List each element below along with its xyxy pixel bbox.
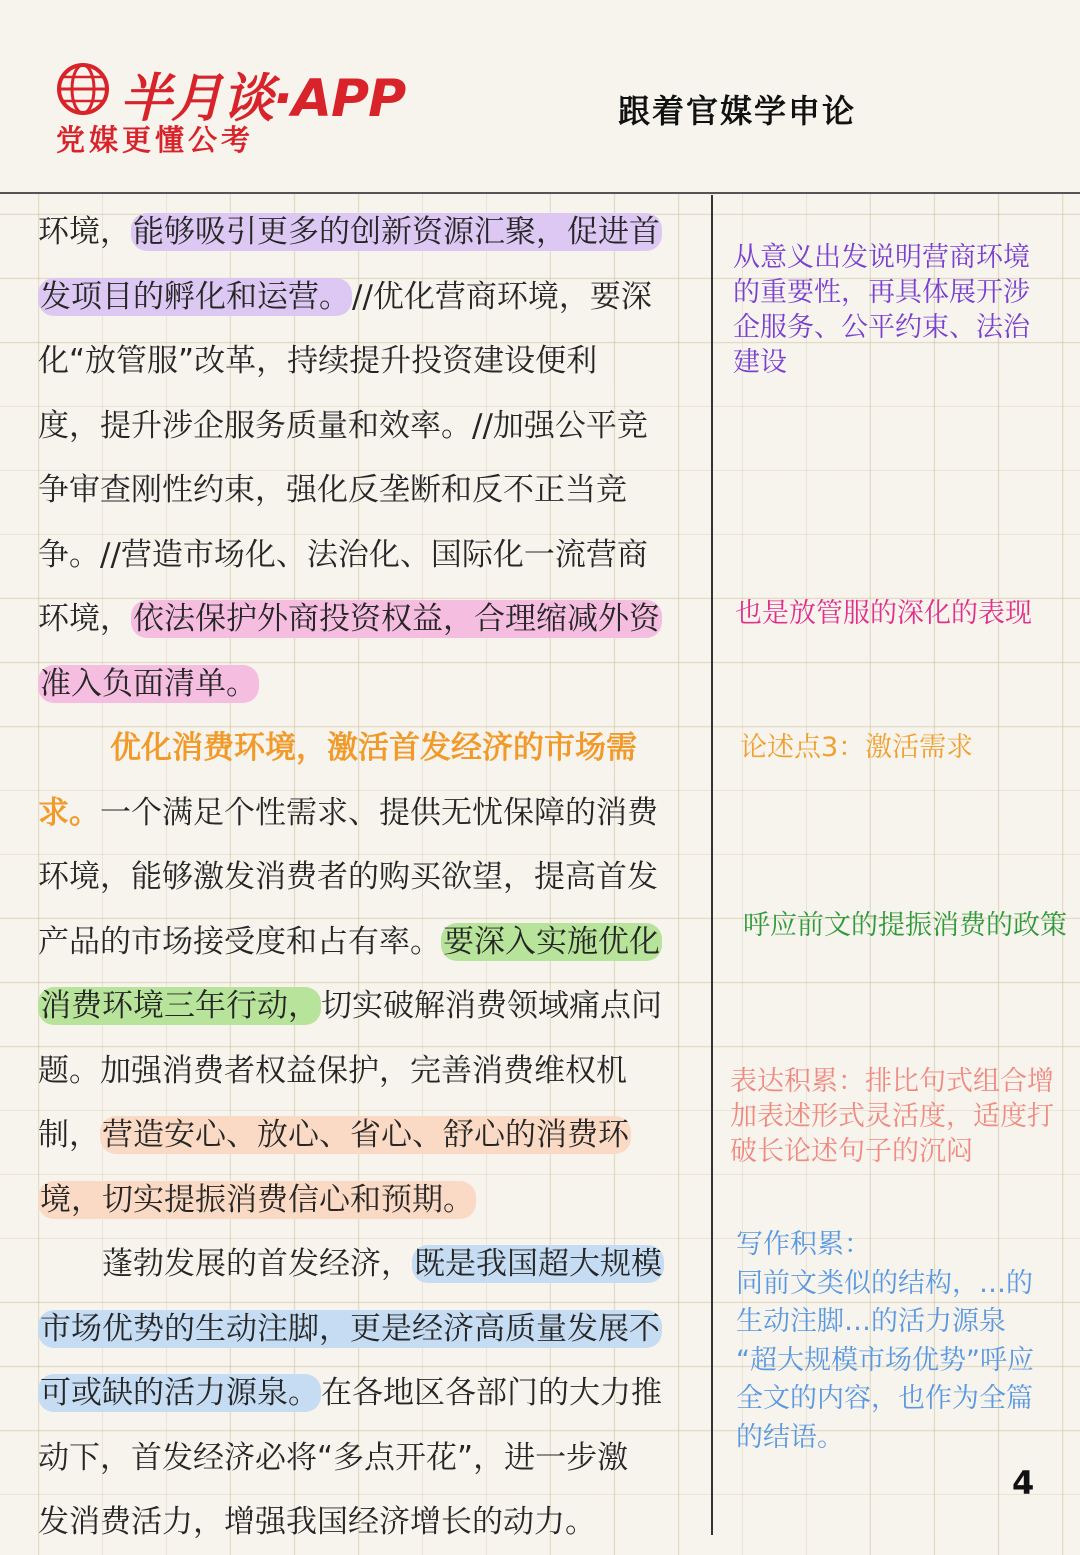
highlight-pink: 依法保护外商投资权益，合理缩减外资: [133, 601, 660, 637]
column-divider: [711, 195, 713, 1535]
page-number: 4: [1012, 1464, 1035, 1502]
margin-note-reform: 也是放管服的深化的表现: [735, 598, 1032, 629]
margin-note-policy: 呼应前文的提振消费的政策: [743, 910, 1067, 941]
text-line: 产品的市场接受度和占有率。要深入实施优化: [38, 923, 660, 960]
highlight-blue: 可或缺的活力源泉。: [40, 1375, 319, 1411]
section-heading-end: 求。: [38, 794, 100, 831]
text-line: 争。//营造市场化、法治化、国际化一流营商: [38, 536, 648, 573]
highlight-blue: 既是我国超大规模: [414, 1246, 662, 1282]
note-line: 同前文类似的结构，…的生动注脚…的活力源泉: [736, 1267, 1033, 1337]
app-slogan: 党媒更懂公考: [56, 123, 255, 157]
text-line: 环境，依法保护外商投资权益，合理缩减外资: [38, 601, 660, 637]
text-line: 发消费活力，增强我国经济增长的动力。: [38, 1504, 596, 1540]
note-line: 写作积累：: [736, 1229, 871, 1260]
text-line: 环境，能够吸引更多的创新资源汇聚，促进首: [38, 214, 660, 250]
margin-note-expression: 表达积累：排比句式组合增加表述形式灵活度，适度打破长论述句子的沉闷: [730, 1066, 1054, 1167]
page-title: 跟着官媒学申论: [618, 92, 857, 130]
text-line: 可或缺的活力源泉。在各地区各部门的大力推: [40, 1375, 662, 1411]
text-line: 题。加强消费者权益保护，完善消费维权机: [38, 1052, 627, 1089]
highlight-peach: 营造安心、放心、省心、舒心的消费环: [102, 1117, 629, 1153]
highlight-purple: 发项目的孵化和运营。: [40, 278, 350, 315]
article-body: [38, 200, 704, 1555]
margin-note-business-environment: 从意义出发说明营商环境的重要性，再具体展开涉企服务、公平约束、法治建设: [733, 242, 1030, 378]
page-header: [0, 0, 1080, 194]
globe-logo-icon: [56, 62, 110, 116]
text-line: 化“放管服”改革，持续提升投资建设便利: [38, 343, 598, 379]
text-line: 求。一个满足个性需求、提供无忧保障的消费: [38, 794, 658, 831]
margin-note-writing: [736, 1226, 1056, 1457]
highlight-purple: 能够吸引更多的创新资源汇聚，促进首: [133, 214, 660, 250]
highlight-pink: 准入负面清单。: [40, 665, 257, 702]
text-line: 制，营造安心、放心、省心、舒心的消费环: [38, 1117, 629, 1153]
text-line: 发项目的孵化和运营。//优化营商环境，要深: [40, 278, 652, 315]
section-heading: 优化消费环境，激活首发经济的市场需: [110, 730, 637, 766]
text-line: 环境，能够激发消费者的购买欲望，提高首发: [38, 859, 658, 895]
margin-note-point-3: 论述点3：激活需求: [740, 732, 974, 763]
text-line: 蓬勃发展的首发经济，既是我国超大规模: [102, 1246, 662, 1282]
text-line: 度，提升涉企服务质量和效率。//加强公平竞: [38, 407, 648, 444]
highlight-peach: 境，切实提振消费信心和预期。: [40, 1181, 474, 1218]
text-line: [38, 1168, 704, 1233]
text-line: 动下，首发经济必将“多点开花”，进一步激: [38, 1439, 629, 1476]
text-line: [38, 652, 704, 717]
text-line: [38, 1297, 704, 1362]
note-line: “超大规模市场优势”呼应全文的内容，也作为全篇的结语。: [736, 1344, 1034, 1453]
highlight-blue: 市场优势的生动注脚，更是经济高质量发展不: [40, 1310, 660, 1347]
app-logo-name: 半月谈·APP: [120, 69, 406, 129]
highlight-green: 消费环境三年行动，: [40, 988, 319, 1024]
text-line: 消费环境三年行动，切实破解消费领域痛点问: [40, 988, 662, 1024]
highlight-green: 要深入实施优化: [443, 923, 660, 960]
text-line: 争审查刚性约束，强化反垄断和反不正当竞: [38, 472, 627, 508]
